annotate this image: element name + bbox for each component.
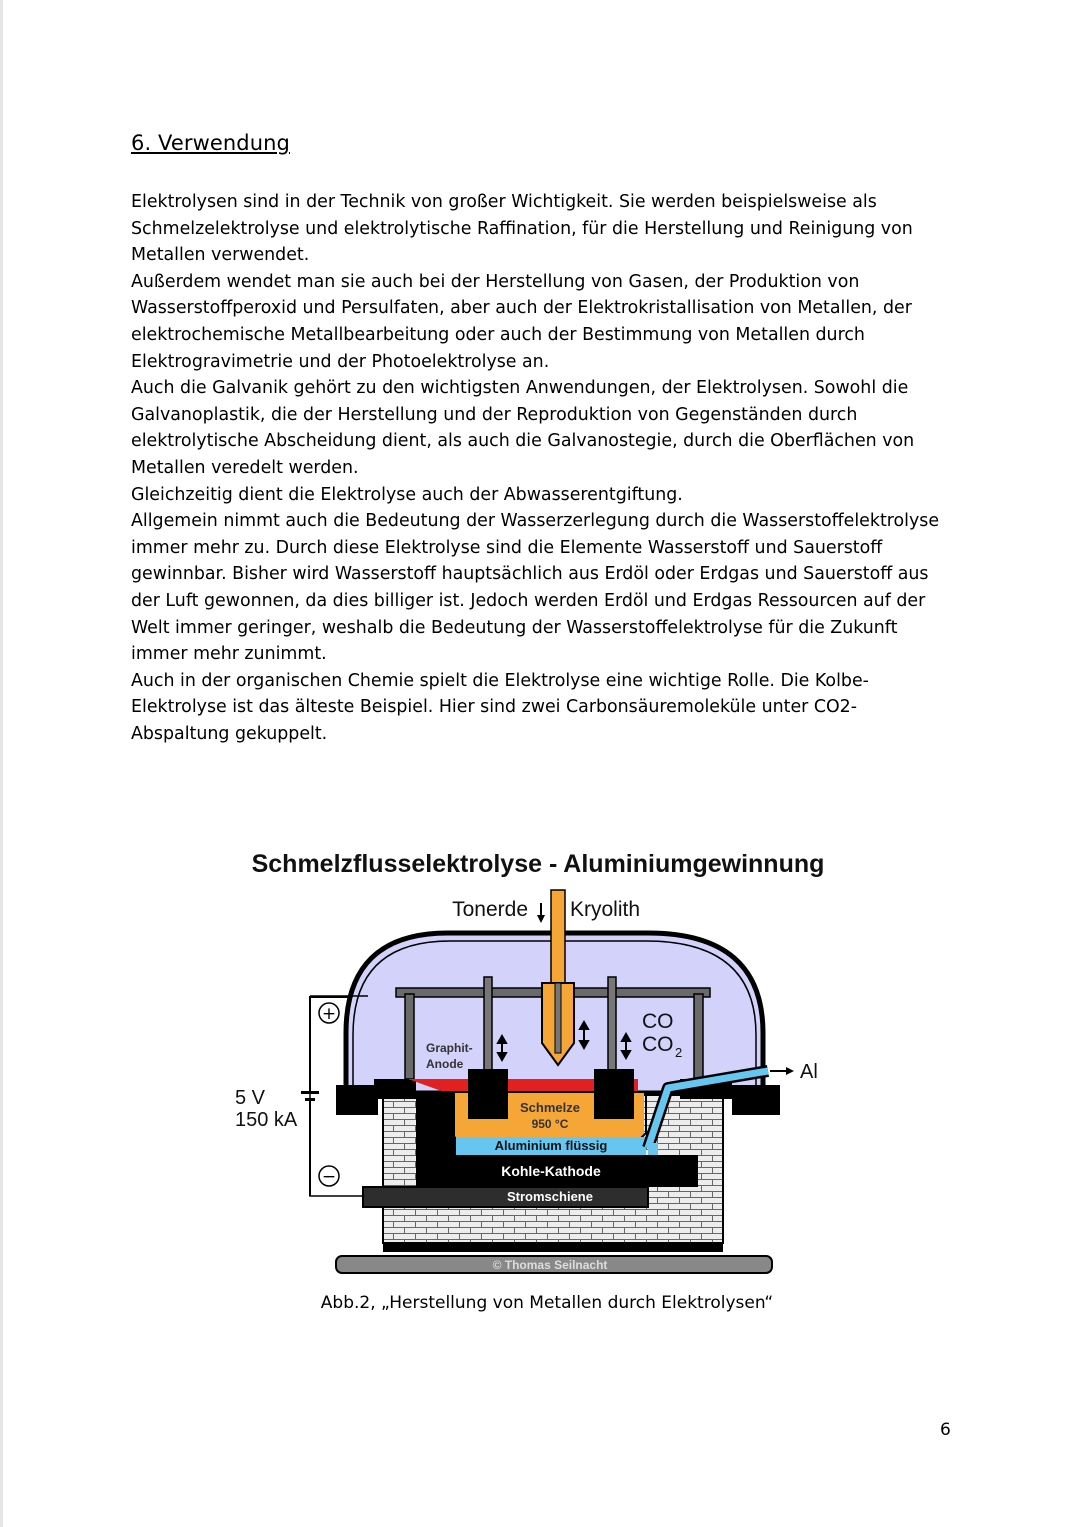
busbar (363, 1187, 648, 1207)
label-co2: CO (642, 1033, 674, 1056)
label-kathode: Kohle-Kathode (501, 1163, 601, 1179)
svg-text:−: − (321, 1167, 337, 1187)
text-line: elektrochemische Metallbearbeitung oder auch der Bestimmung von Metallen durch (131, 324, 865, 345)
electrolysis-diagram (228, 843, 848, 1283)
text-line: elektrolytische Abscheidung dient, als auch die Galvanostegie, durch die Oberflächen von (131, 431, 915, 452)
text-line: Metallen veredelt werden. (131, 457, 359, 478)
page-number: 6 (940, 1420, 951, 1440)
label-al: Al (800, 1061, 818, 1083)
body-text (131, 189, 961, 747)
text-line: Schmelzelektrolyse und elektrolytische Raffination, für die Herstellung und Reinigung von (131, 218, 913, 239)
label-stromschiene: Stromschiene (507, 1189, 593, 1204)
text-line: immer mehr zunimmt. (131, 644, 327, 665)
text-line: Elektrogravimetrie und der Photoelektrolyse an. (131, 351, 550, 372)
anode-block (468, 1069, 508, 1119)
label-voltage: 5 V (235, 1087, 266, 1109)
label-co2-subscript: 2 (675, 1045, 683, 1060)
label-tonerde: Tonerde (452, 898, 528, 921)
label-current: 150 kA (235, 1109, 298, 1131)
label-schmelze: Schmelze (520, 1100, 580, 1115)
svg-text:+: + (321, 1004, 337, 1024)
text-line: Auch in der organischen Chemie spielt die Elektrolyse eine wichtige Rolle. Die Kolbe- (131, 670, 869, 691)
arrow-right-icon (786, 1067, 794, 1075)
text-line: Elektrolyse ist das älteste Beispiel. Hier sind zwei Carbonsäuremoleküle unter CO2- (131, 697, 858, 718)
text-line: immer mehr zu. Durch diese Elektrolyse sind die Elemente Wasserstoff und Sauerstoff (131, 537, 883, 558)
label-aluminium: Aluminium flüssig (494, 1138, 608, 1153)
label-kryolith: Kryolith (570, 898, 641, 921)
label-co: CO (642, 1010, 674, 1033)
text-line: Gleichzeitig dient die Elektrolyse auch der Abwasserentgiftung. (131, 484, 683, 505)
text-line: der Luft gewonnen, da dies billiger ist. Jedoch werden Erdöl und Erdgas Ressourcen auf der (131, 590, 926, 611)
text-line: Auch die Galvanik gehört zu den wichtigsten Anwendungen, der Elektrolysen. Sowohl die (131, 378, 909, 399)
label-temp: 950 °C (531, 1117, 569, 1131)
text-line: Elektrolysen sind in der Technik von großer Wichtigkeit. Sie werden beispielsweise als (131, 192, 877, 212)
section-heading: 6. Verwendung (131, 131, 290, 155)
text-line: Galvanoplastik, die der Herstellung und der Reproduktion von Gegenständen durch (131, 404, 858, 425)
text-line: Abspaltung gekuppelt. (131, 723, 328, 744)
text-line: Wasserstoffperoxid und Persulfaten, aber auch der Elektrokristallisation von Metallen, der (131, 298, 912, 319)
text-line: Welt immer geringer, weshalb die Bedeutung der Wasserstoffelektrolyse für die Zukunft (131, 617, 898, 638)
feed-tube (551, 890, 565, 990)
figure-caption: Abb.2, „Herstellung von Metallen durch Elektrolysen“ (320, 1293, 774, 1313)
label-anode: Anode (426, 1057, 464, 1071)
anode-block (594, 1069, 634, 1119)
battery-icon (301, 1091, 319, 1094)
credit: © Thomas Seilnacht (492, 1258, 608, 1272)
arrow-down-icon (537, 915, 545, 923)
text-line: Allgemein nimmt auch die Bedeutung der Wasserzerlegung durch die Wasserstoffelektrolyse (131, 511, 940, 532)
label-graphit: Graphit- (426, 1041, 473, 1055)
text-line: Außerdem wendet man sie auch bei der Herstellung von Gasen, der Produktion von (131, 271, 860, 292)
diagram-title: Schmelzflusselektrolyse - Aluminiumgewinnung (251, 850, 825, 878)
text-line: gewinnbar. Bisher wird Wasserstoff hauptsächlich aus Erdöl oder Erdgas und Sauerstoff aus (131, 564, 929, 585)
text-line: Metallen verwendet. (131, 245, 310, 266)
